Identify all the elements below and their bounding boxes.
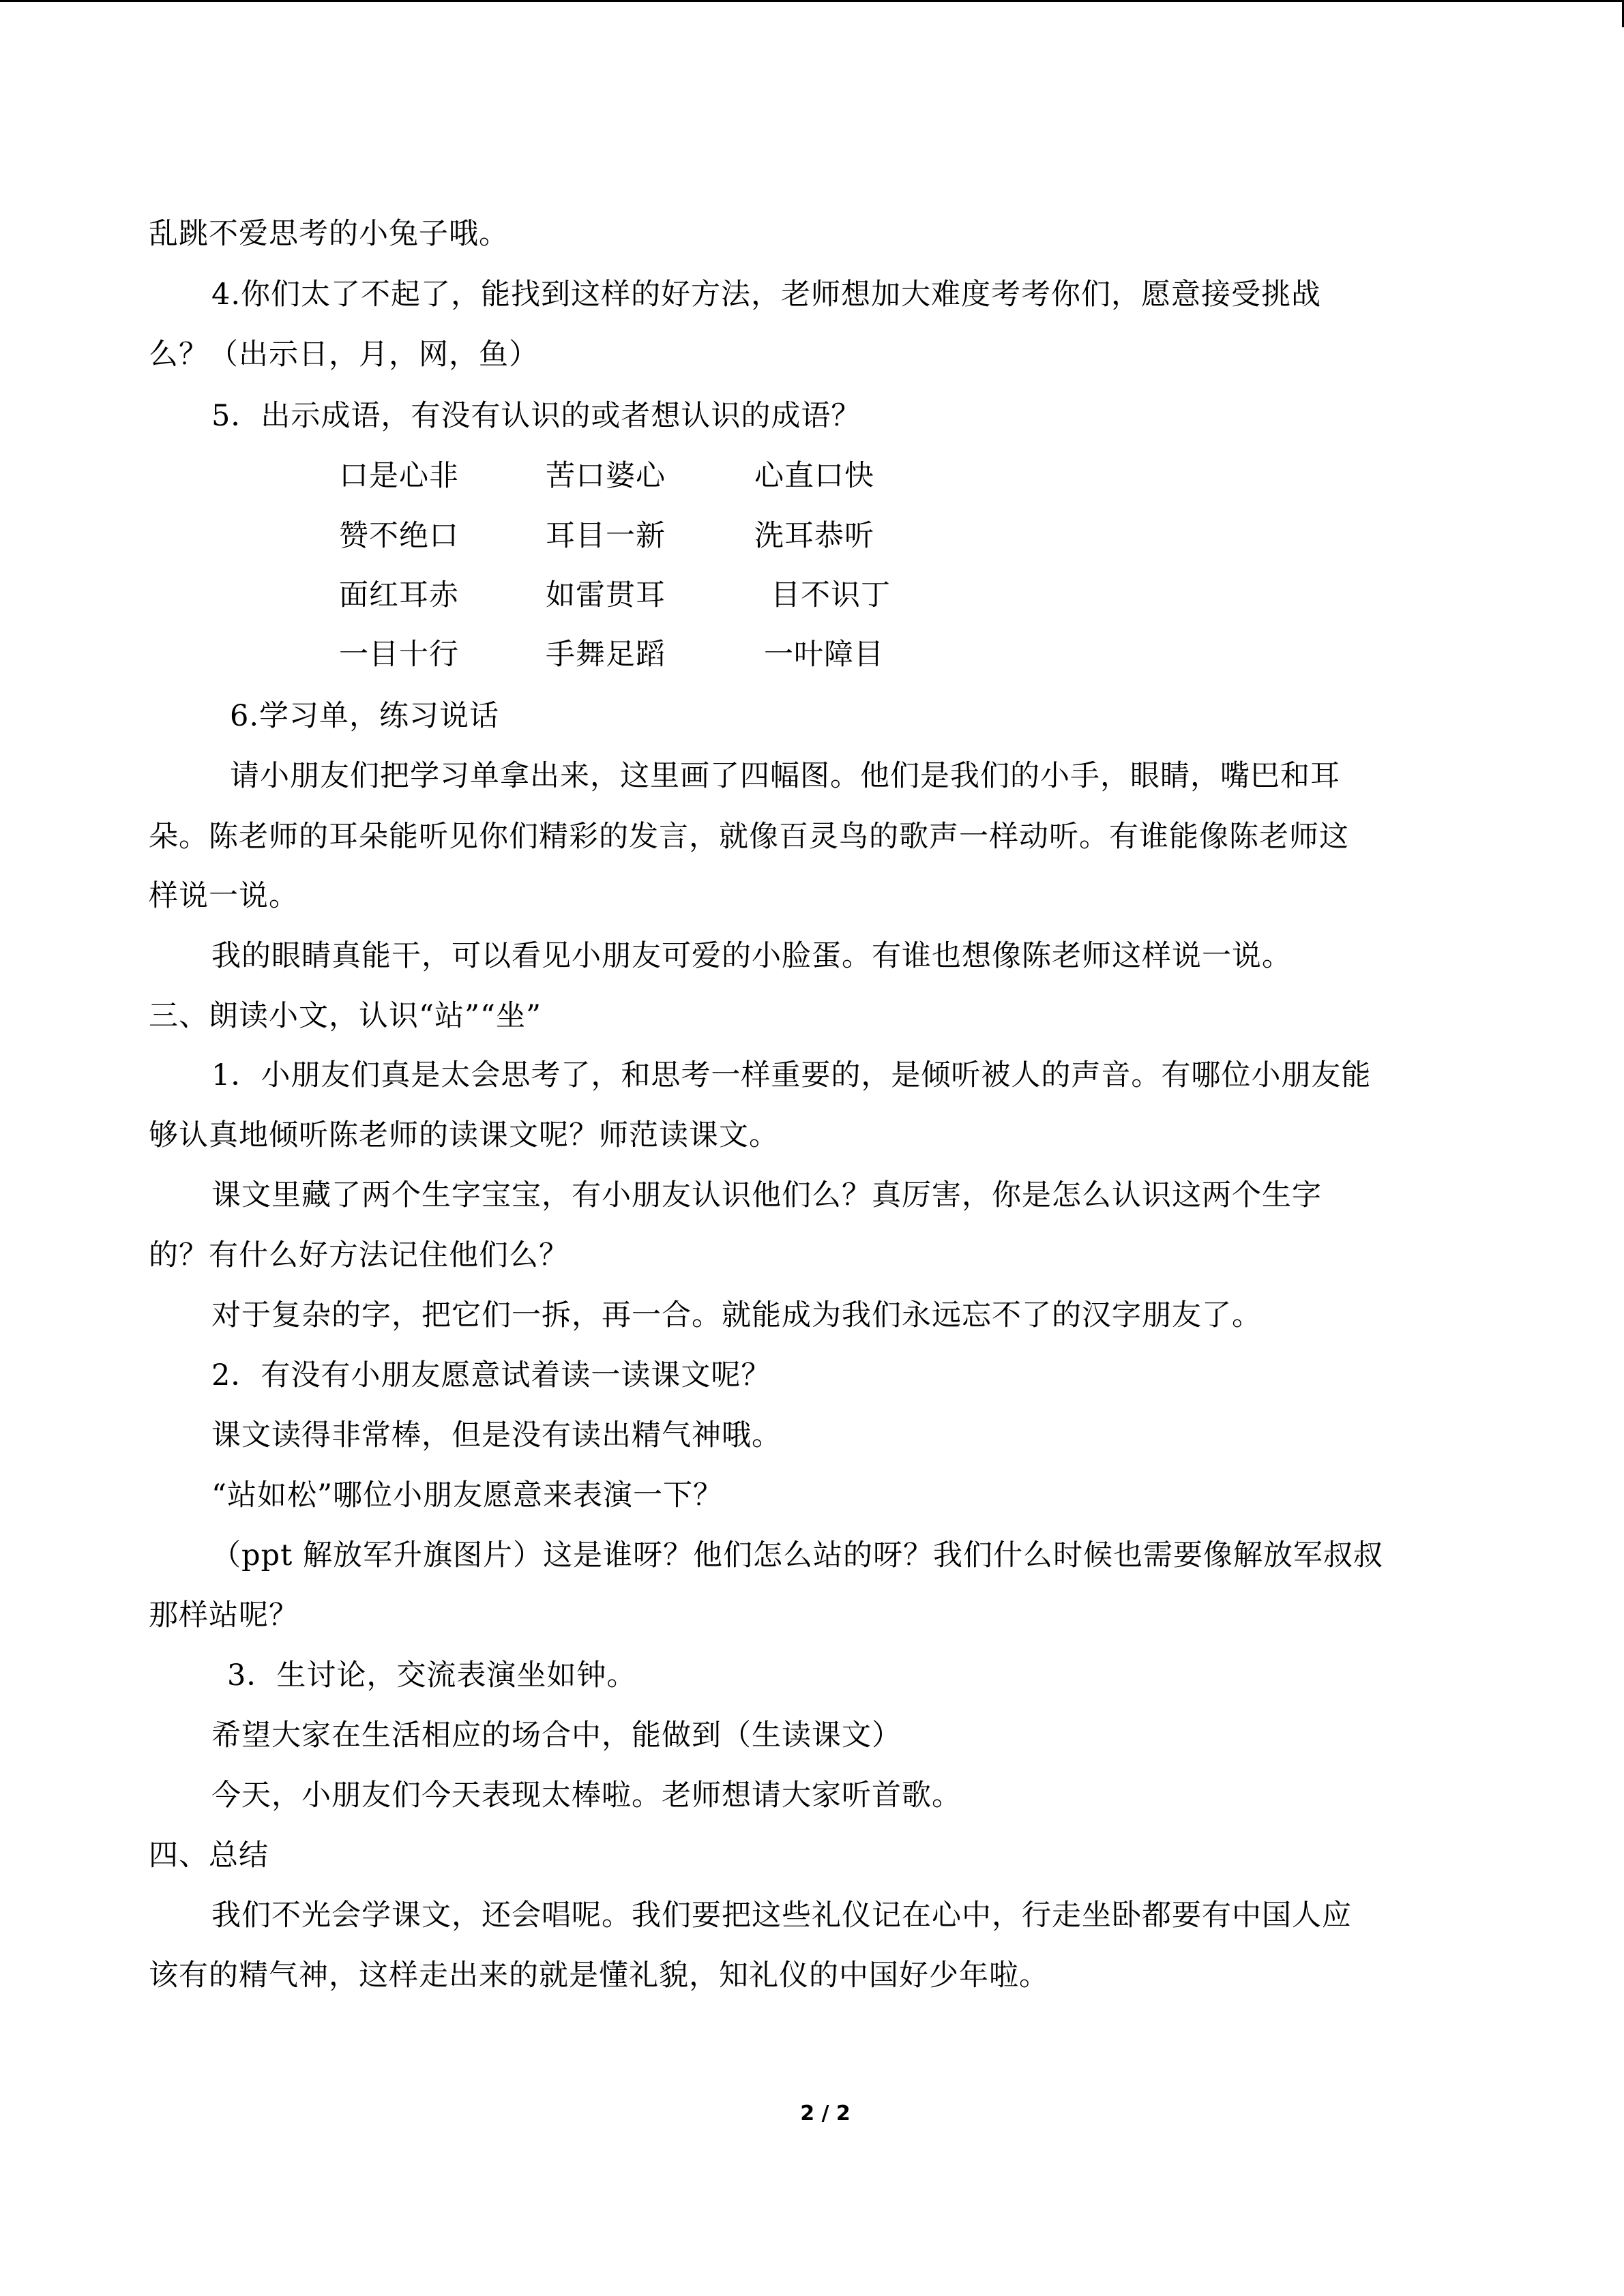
paragraph-line: 我的眼睛真能干，可以看见小朋友可爱的小脸蛋。有谁也想像陈老师这样说一说。	[211, 939, 1292, 973]
idiom-cell: 耳目一新	[546, 519, 666, 553]
idiom-cell: 一目十行	[339, 638, 459, 672]
idiom-cell: 苦口婆心	[546, 459, 666, 493]
paragraph-line: 够认真地倾听陈老师的读课文呢？师范读课文。	[149, 1118, 779, 1152]
paragraph-line: 1．小朋友们真是太会思考了，和思考一样重要的，是倾听被人的声音。有哪位小朋友能	[211, 1058, 1372, 1092]
paragraph-line: 2．有没有小朋友愿意试着读一读课文呢？	[211, 1358, 771, 1392]
idiom-cell: 一叶障目	[764, 638, 884, 672]
paragraph-line: 乱跳不爱思考的小兔子哦。	[149, 217, 509, 251]
idiom-cell: 面红耳赤	[339, 578, 459, 612]
paragraph-line: 那样站呢？	[149, 1598, 299, 1632]
idiom-cell: 心直口快	[754, 459, 874, 493]
paragraph-line: 对于复杂的字，把它们一拆，再一合。就能成为我们永远忘不了的汉字朋友了。	[211, 1298, 1262, 1332]
idiom-cell: 赞不绝口	[339, 519, 459, 553]
paragraph-line: 课文读得非常棒，但是没有读出精气神哦。	[211, 1418, 782, 1452]
paragraph-line: 今天，小朋友们今天表现太棒啦。老师想请大家听首歌。	[211, 1778, 962, 1813]
paragraph-line: 我们不光会学课文，还会唱呢。我们要把这些礼仪记在心中，行走坐卧都要有中国人应	[211, 1898, 1352, 1933]
paragraph-line: 的？有什么好方法记住他们么？	[149, 1238, 569, 1272]
paragraph-line: 朵。陈老师的耳朵能听见你们精彩的发言，就像百灵鸟的歌声一样动听。有谁能像陈老师这	[149, 820, 1349, 854]
paragraph-line: 请小朋友们把学习单拿出来，这里画了四幅图。他们是我们的小手，眼睛，嘴巴和耳	[230, 759, 1340, 793]
paragraph-line: （ppt 解放军升旗图片）这是谁呀？他们怎么站的呀？我们什么时候也需要像解放军叔叔	[211, 1538, 1383, 1572]
paragraph-line: 3．生讨论，交流表演坐如钟。	[227, 1658, 637, 1693]
paragraph-line: 样说一说。	[149, 879, 299, 913]
paragraph-line: 该有的精气神，这样走出来的就是懂礼貌，知礼仪的中国好少年啦。	[149, 1958, 1049, 1993]
idiom-cell: 洗耳恭听	[754, 519, 874, 553]
paragraph-line: 5．出示成语，有没有认识的或者想认识的成语？	[211, 399, 861, 433]
paragraph-line: 希望大家在生活相应的场合中，能做到（生读课文）	[211, 1718, 902, 1753]
paragraph-line: 么？（出示日，月，网，鱼）	[149, 338, 539, 372]
idiom-cell: 口是心非	[339, 459, 459, 493]
idiom-cell: 目不识丁	[771, 578, 891, 612]
paragraph-line: 课文里藏了两个生字宝宝，有小朋友认识他们么？真厉害，你是怎么认识这两个生字	[211, 1178, 1322, 1212]
section-heading: 四、总结	[149, 1838, 269, 1873]
page-number: 2 / 2	[800, 2102, 851, 2126]
idiom-cell: 手舞足蹈	[546, 638, 666, 672]
idiom-cell: 如雷贯耳	[546, 578, 666, 612]
paragraph-line: 6.学习单，练习说话	[230, 699, 500, 733]
paragraph-line: 4.你们太了不起了，能找到这样的好方法，老师想加大难度考考你们，愿意接受挑战	[211, 278, 1322, 312]
section-heading: 三、朗读小文，认识“站”“坐”	[149, 999, 542, 1033]
paragraph-line: “站如松”哪位小朋友愿意来表演一下？	[211, 1478, 723, 1512]
